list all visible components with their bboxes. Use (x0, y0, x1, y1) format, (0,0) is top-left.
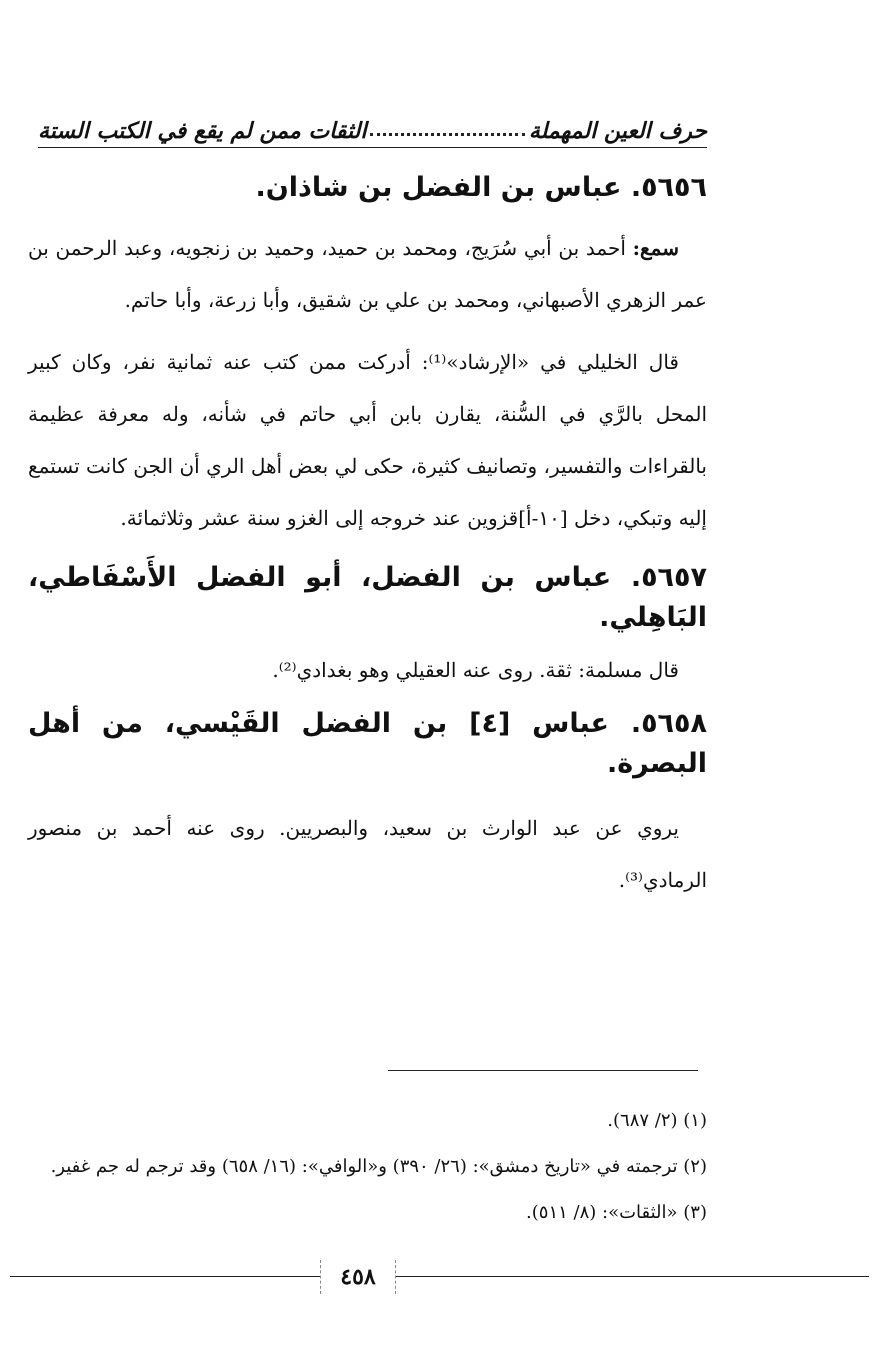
header-rule (38, 147, 707, 148)
running-head (38, 108, 707, 144)
entry-paragraph (28, 650, 707, 690)
footnotes (18, 1098, 707, 1236)
paragraph-lead: سمع: (632, 236, 679, 260)
paragraph-text: قال الخليلي في «الإرشاد»⁽¹⁾: أدركت ممن كتب عنه ثمانية نفر، وكان كبير المحل بالرَّي في السُّنة، يقارن بابن أبي حاتم في شأنه، وله معرفة عظيمة بالقراءات والتفسير، وتصانيف كثيرة، حكى لي بعض أهل الري أن الجن كانت تستمع إليه وتبكي، دخل [١٠-أ]قزوين عند خروجه إلى الغزو سنة عشر وثلاثمائة. (28, 350, 707, 530)
entry-paragraph (28, 222, 707, 326)
footnote: (٣) «الثقات»: (٨/ ٥١١). (526, 1202, 707, 1223)
entry-title: ٥٦٥٧. عباس بن الفضل، أبو الفضل الأَسْفَاطي، البَاهِلي. (28, 562, 707, 633)
page-number: ٤٥٨ (320, 1260, 396, 1294)
footnote: (١) (٢/ ٦٨٧). (607, 1110, 707, 1131)
footnote-rule (388, 1070, 698, 1071)
entry-paragraph (28, 802, 707, 906)
paragraph-text: يروي عن عبد الوارث بن سعيد، والبصريين. روى عنه أحمد بن منصور الرمادي⁽³⁾. (28, 816, 707, 892)
leader-dots (370, 133, 524, 136)
footer-rule (10, 1276, 869, 1277)
main-text (28, 168, 707, 906)
footnote: (٢) ترجمته في «تاريخ دمشق»: (٢٦/ ٣٩٠) و«الوافي»: (١٦/ ٦٥٨) وقد ترجم له جم غفير. (50, 1156, 707, 1177)
entry-title: ٥٦٥٨. عباس [٤] بن الفضل القَيْسي، من أهل البصرة. (28, 708, 707, 779)
entry-paragraph (28, 336, 707, 544)
chapter-title: حرف العين المهملة (528, 118, 707, 144)
paragraph-text: قال مسلمة: ثقة. روى عنه العقيلي وهو بغدادي⁽²⁾. (272, 658, 679, 682)
paragraph-text: أحمد بن أبي سُرَيج، ومحمد بن حميد، وحميد بن زنجويه، وعبد الرحمن بن عمر الزهري الأصبهاني، ومحمد بن علي بن شقيق، وأبا زرعة، وأبا حاتم. (28, 236, 707, 312)
book-section-title: الثقات ممن لم يقع في الكتب الستة (38, 118, 367, 144)
entry-title: ٥٦٥٦. عباس بن الفضل بن شاذان. (255, 172, 707, 203)
